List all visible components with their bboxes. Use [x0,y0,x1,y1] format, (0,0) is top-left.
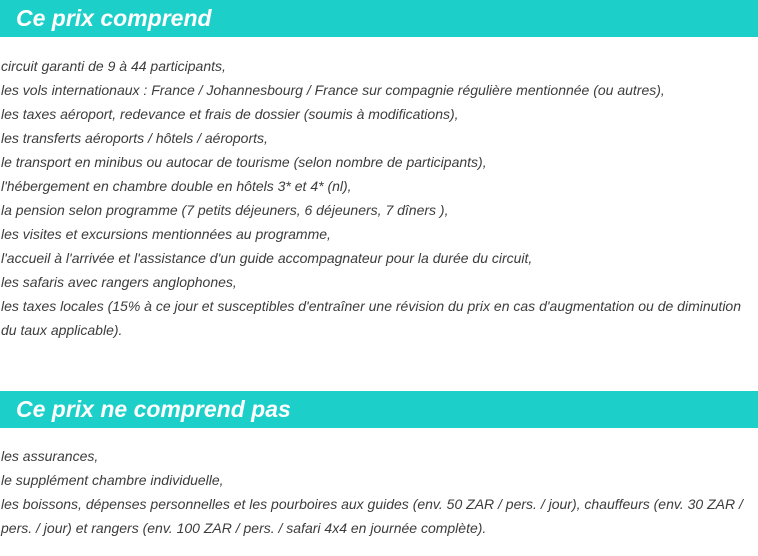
list-item: les boissons, dépenses personnelles et les pourboires aux guides (env. 50 ZAR / pers. / jour), chauffeurs (env. 30 ZAR / pers. / jour) et rangers (env. 100 ZAR / pers. / safari 4x4 en journée complète). [1,496,743,536]
list-item: les assurances, [1,448,99,464]
excluded-items-list [1,444,753,540]
list-item: le transport en minibus ou autocar de tourisme (selon nombre de participants), [1,154,487,170]
list-item: les visites et excursions mentionnées au programme, [1,226,331,242]
list-item: les taxes locales (15% à ce jour et susceptibles d'entraîner une révision du prix en cas d'augmentation ou de diminution du taux applicable). [1,298,741,338]
list-item: les transferts aéroports / hôtels / aéroports, [1,130,268,146]
included-section-title: Ce prix comprend [0,0,758,37]
list-item: les taxes aéroport, redevance et frais de dossier (soumis à modifications), [1,106,459,122]
list-item: circuit garanti de 9 à 44 participants, [1,58,226,74]
list-item: l'hébergement en chambre double en hôtels 3* et 4* (nl), [1,178,352,194]
list-item: la pension selon programme (7 petits déjeuners, 6 déjeuners, 7 dîners ), [1,202,449,218]
included-items-list [1,54,753,342]
list-item: l'accueil à l'arrivée et l'assistance d'un guide accompagnateur pour la durée du circuit, [1,250,533,266]
list-item: les safaris avec rangers anglophones, [1,274,237,290]
list-item: les vols internationaux : France / Johannesbourg / France sur compagnie régulière mentionnée (ou autres), [1,82,665,98]
list-item: le supplément chambre individuelle, [1,472,224,488]
excluded-section-title: Ce prix ne comprend pas [0,391,758,428]
